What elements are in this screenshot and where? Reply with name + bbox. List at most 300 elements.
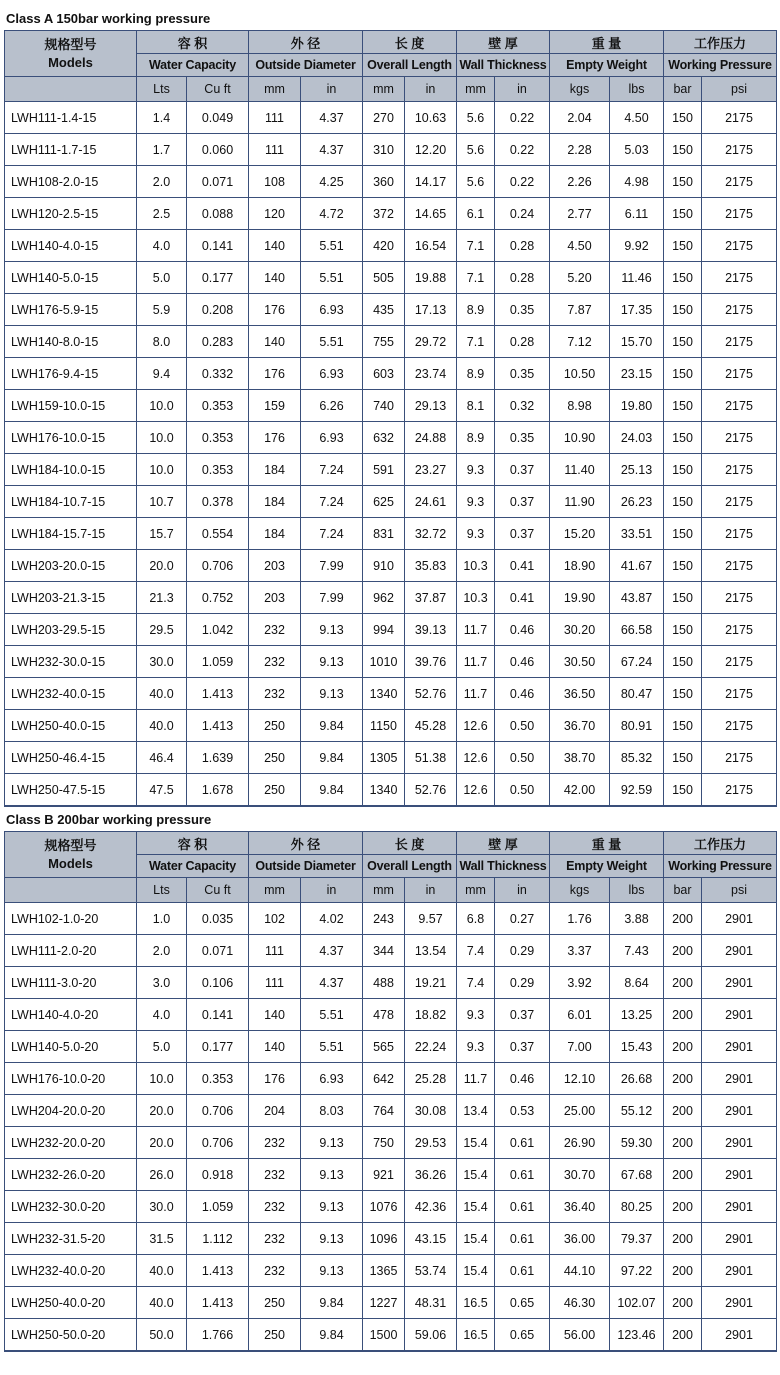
header-unit: kgs xyxy=(550,77,610,102)
wall-mm-cell: 8.9 xyxy=(457,294,495,326)
table-row xyxy=(5,294,777,326)
wall-in-cell: 0.37 xyxy=(495,518,550,550)
model-cell: LWH184-10.0-15 xyxy=(5,454,137,486)
weight-lbs-cell: 3.88 xyxy=(610,903,664,935)
weight-kgs-cell: 18.90 xyxy=(550,550,610,582)
model-cell: LWH250-46.4-15 xyxy=(5,742,137,774)
header-water-capacity-cn: 容 积 xyxy=(137,832,249,855)
lts-cell: 47.5 xyxy=(137,774,187,807)
wall-in-cell: 0.29 xyxy=(495,967,550,999)
model-cell: LWH232-30.0-15 xyxy=(5,646,137,678)
pressure-psi-cell: 2901 xyxy=(702,999,777,1031)
wall-in-cell: 0.35 xyxy=(495,422,550,454)
len-in-cell: 22.24 xyxy=(405,1031,457,1063)
table-row xyxy=(5,1287,777,1319)
od-in-cell: 5.51 xyxy=(301,999,363,1031)
model-cell: LWH203-29.5-15 xyxy=(5,614,137,646)
table-row xyxy=(5,967,777,999)
cuft-cell: 0.071 xyxy=(187,935,249,967)
header-unit-blank xyxy=(5,77,137,102)
wall-mm-cell: 8.9 xyxy=(457,358,495,390)
len-mm-cell: 1010 xyxy=(363,646,405,678)
header-unit-blank xyxy=(5,878,137,903)
model-cell: LWH232-40.0-15 xyxy=(5,678,137,710)
len-mm-cell: 764 xyxy=(363,1095,405,1127)
wall-mm-cell: 7.4 xyxy=(457,967,495,999)
model-cell: LWH111-1.4-15 xyxy=(5,102,137,134)
table-row xyxy=(5,903,777,935)
weight-lbs-cell: 4.98 xyxy=(610,166,664,198)
lts-cell: 20.0 xyxy=(137,1095,187,1127)
len-mm-cell: 565 xyxy=(363,1031,405,1063)
weight-kgs-cell: 2.28 xyxy=(550,134,610,166)
pressure-bar-cell: 150 xyxy=(664,326,702,358)
model-cell: LWH176-9.4-15 xyxy=(5,358,137,390)
lts-cell: 40.0 xyxy=(137,678,187,710)
table-row xyxy=(5,1127,777,1159)
od-mm-cell: 111 xyxy=(249,134,301,166)
pressure-psi-cell: 2175 xyxy=(702,550,777,582)
wall-in-cell: 0.28 xyxy=(495,230,550,262)
cuft-cell: 1.059 xyxy=(187,646,249,678)
len-mm-cell: 1150 xyxy=(363,710,405,742)
weight-lbs-cell: 5.03 xyxy=(610,134,664,166)
lts-cell: 26.0 xyxy=(137,1159,187,1191)
wall-mm-cell: 11.7 xyxy=(457,646,495,678)
cuft-cell: 1.766 xyxy=(187,1319,249,1352)
table-row xyxy=(5,326,777,358)
pressure-bar-cell: 150 xyxy=(664,198,702,230)
header-unit: in xyxy=(301,878,363,903)
wall-mm-cell: 12.6 xyxy=(457,774,495,807)
header-unit: bar xyxy=(664,878,702,903)
wall-in-cell: 0.37 xyxy=(495,999,550,1031)
weight-kgs-cell: 36.00 xyxy=(550,1223,610,1255)
wall-mm-cell: 11.7 xyxy=(457,678,495,710)
len-in-cell: 42.36 xyxy=(405,1191,457,1223)
pressure-bar-cell: 200 xyxy=(664,1319,702,1352)
od-mm-cell: 140 xyxy=(249,999,301,1031)
header-unit: psi xyxy=(702,878,777,903)
od-mm-cell: 232 xyxy=(249,614,301,646)
lts-cell: 20.0 xyxy=(137,550,187,582)
header-unit: mm xyxy=(363,77,405,102)
lts-cell: 20.0 xyxy=(137,1127,187,1159)
weight-lbs-cell: 26.23 xyxy=(610,486,664,518)
len-mm-cell: 372 xyxy=(363,198,405,230)
lts-cell: 31.5 xyxy=(137,1223,187,1255)
weight-lbs-cell: 23.15 xyxy=(610,358,664,390)
len-in-cell: 59.06 xyxy=(405,1319,457,1352)
weight-lbs-cell: 59.30 xyxy=(610,1127,664,1159)
len-mm-cell: 478 xyxy=(363,999,405,1031)
header-unit: Lts xyxy=(137,878,187,903)
od-mm-cell: 140 xyxy=(249,326,301,358)
od-in-cell: 7.99 xyxy=(301,550,363,582)
len-in-cell: 29.53 xyxy=(405,1127,457,1159)
pressure-bar-cell: 150 xyxy=(664,646,702,678)
len-mm-cell: 270 xyxy=(363,102,405,134)
od-in-cell: 9.84 xyxy=(301,774,363,807)
weight-kgs-cell: 19.90 xyxy=(550,582,610,614)
len-in-cell: 48.31 xyxy=(405,1287,457,1319)
model-cell: LWH232-26.0-20 xyxy=(5,1159,137,1191)
lts-cell: 3.0 xyxy=(137,967,187,999)
class-a-body xyxy=(5,102,777,807)
lts-cell: 10.0 xyxy=(137,1063,187,1095)
lts-cell: 10.0 xyxy=(137,454,187,486)
len-in-cell: 53.74 xyxy=(405,1255,457,1287)
weight-kgs-cell: 36.70 xyxy=(550,710,610,742)
cuft-cell: 0.035 xyxy=(187,903,249,935)
cuft-cell: 0.177 xyxy=(187,262,249,294)
weight-lbs-cell: 26.68 xyxy=(610,1063,664,1095)
header-empty-weight-en: Empty Weight xyxy=(550,855,664,878)
weight-lbs-cell: 67.68 xyxy=(610,1159,664,1191)
pressure-psi-cell: 2175 xyxy=(702,422,777,454)
weight-lbs-cell: 79.37 xyxy=(610,1223,664,1255)
weight-lbs-cell: 7.43 xyxy=(610,935,664,967)
od-mm-cell: 232 xyxy=(249,678,301,710)
wall-mm-cell: 5.6 xyxy=(457,134,495,166)
wall-mm-cell: 15.4 xyxy=(457,1127,495,1159)
wall-in-cell: 0.61 xyxy=(495,1159,550,1191)
weight-lbs-cell: 15.70 xyxy=(610,326,664,358)
len-mm-cell: 994 xyxy=(363,614,405,646)
header-unit: mm xyxy=(457,77,495,102)
wall-in-cell: 0.24 xyxy=(495,198,550,230)
weight-kgs-cell: 36.50 xyxy=(550,678,610,710)
len-mm-cell: 921 xyxy=(363,1159,405,1191)
cuft-cell: 0.177 xyxy=(187,1031,249,1063)
model-cell: LWH111-1.7-15 xyxy=(5,134,137,166)
wall-mm-cell: 15.4 xyxy=(457,1159,495,1191)
weight-lbs-cell: 80.47 xyxy=(610,678,664,710)
pressure-psi-cell: 2901 xyxy=(702,1287,777,1319)
len-mm-cell: 642 xyxy=(363,1063,405,1095)
wall-in-cell: 0.61 xyxy=(495,1127,550,1159)
len-mm-cell: 243 xyxy=(363,903,405,935)
weight-kgs-cell: 8.98 xyxy=(550,390,610,422)
pressure-psi-cell: 2175 xyxy=(702,742,777,774)
weight-kgs-cell: 6.01 xyxy=(550,999,610,1031)
table-row xyxy=(5,1063,777,1095)
lts-cell: 8.0 xyxy=(137,326,187,358)
len-in-cell: 32.72 xyxy=(405,518,457,550)
weight-kgs-cell: 26.90 xyxy=(550,1127,610,1159)
len-in-cell: 39.76 xyxy=(405,646,457,678)
section-title-class-b: Class B 200bar working pressure xyxy=(6,812,212,827)
od-in-cell: 5.51 xyxy=(301,326,363,358)
od-in-cell: 6.93 xyxy=(301,422,363,454)
wall-in-cell: 0.28 xyxy=(495,326,550,358)
pressure-bar-cell: 200 xyxy=(664,1063,702,1095)
wall-mm-cell: 6.8 xyxy=(457,903,495,935)
header-outside-diameter-en: Outside Diameter xyxy=(249,54,363,77)
weight-kgs-cell: 30.50 xyxy=(550,646,610,678)
lts-cell: 40.0 xyxy=(137,710,187,742)
wall-mm-cell: 9.3 xyxy=(457,454,495,486)
header-unit: mm xyxy=(249,77,301,102)
pressure-psi-cell: 2901 xyxy=(702,1063,777,1095)
table-row xyxy=(5,1223,777,1255)
cuft-cell: 1.413 xyxy=(187,1287,249,1319)
header-empty-weight-cn: 重 量 xyxy=(550,832,664,855)
od-mm-cell: 250 xyxy=(249,742,301,774)
weight-lbs-cell: 80.25 xyxy=(610,1191,664,1223)
wall-mm-cell: 15.4 xyxy=(457,1223,495,1255)
len-in-cell: 39.13 xyxy=(405,614,457,646)
od-mm-cell: 232 xyxy=(249,1223,301,1255)
od-in-cell: 9.84 xyxy=(301,1287,363,1319)
weight-kgs-cell: 11.40 xyxy=(550,454,610,486)
od-mm-cell: 102 xyxy=(249,903,301,935)
lts-cell: 9.4 xyxy=(137,358,187,390)
model-cell: LWH108-2.0-15 xyxy=(5,166,137,198)
pressure-psi-cell: 2901 xyxy=(702,935,777,967)
cuft-cell: 0.706 xyxy=(187,1127,249,1159)
weight-kgs-cell: 25.00 xyxy=(550,1095,610,1127)
od-mm-cell: 184 xyxy=(249,518,301,550)
header-empty-weight-cn: 重 量 xyxy=(550,31,664,54)
model-cell: LWH232-31.5-20 xyxy=(5,1223,137,1255)
len-in-cell: 45.28 xyxy=(405,710,457,742)
wall-in-cell: 0.61 xyxy=(495,1223,550,1255)
len-in-cell: 19.21 xyxy=(405,967,457,999)
table-row xyxy=(5,486,777,518)
weight-kgs-cell: 5.20 xyxy=(550,262,610,294)
lts-cell: 4.0 xyxy=(137,999,187,1031)
od-in-cell: 4.37 xyxy=(301,102,363,134)
len-mm-cell: 1340 xyxy=(363,774,405,807)
lts-cell: 5.0 xyxy=(137,262,187,294)
pressure-bar-cell: 150 xyxy=(664,710,702,742)
pressure-psi-cell: 2901 xyxy=(702,1191,777,1223)
cuft-cell: 1.413 xyxy=(187,710,249,742)
wall-in-cell: 0.22 xyxy=(495,134,550,166)
lts-cell: 40.0 xyxy=(137,1255,187,1287)
pressure-psi-cell: 2175 xyxy=(702,774,777,807)
od-in-cell: 4.02 xyxy=(301,903,363,935)
cuft-cell: 0.752 xyxy=(187,582,249,614)
od-in-cell: 5.51 xyxy=(301,230,363,262)
wall-mm-cell: 9.3 xyxy=(457,518,495,550)
cuft-cell: 1.059 xyxy=(187,1191,249,1223)
od-in-cell: 4.37 xyxy=(301,935,363,967)
pressure-bar-cell: 150 xyxy=(664,454,702,486)
model-cell: LWH102-1.0-20 xyxy=(5,903,137,935)
table-row xyxy=(5,999,777,1031)
header-unit: bar xyxy=(664,77,702,102)
header-working-pressure-en: Working Pressure xyxy=(664,54,777,77)
weight-kgs-cell: 7.87 xyxy=(550,294,610,326)
od-mm-cell: 250 xyxy=(249,774,301,807)
od-in-cell: 4.72 xyxy=(301,198,363,230)
od-in-cell: 4.37 xyxy=(301,967,363,999)
model-cell: LWH140-5.0-15 xyxy=(5,262,137,294)
od-mm-cell: 176 xyxy=(249,358,301,390)
od-mm-cell: 140 xyxy=(249,262,301,294)
cuft-cell: 1.413 xyxy=(187,1255,249,1287)
lts-cell: 30.0 xyxy=(137,646,187,678)
header-wall-thickness-en: Wall Thickness xyxy=(457,855,550,878)
weight-lbs-cell: 19.80 xyxy=(610,390,664,422)
header-outside-diameter-cn: 外 径 xyxy=(249,832,363,855)
table-row xyxy=(5,742,777,774)
od-in-cell: 4.37 xyxy=(301,134,363,166)
lts-cell: 50.0 xyxy=(137,1319,187,1352)
header-water-capacity-cn: 容 积 xyxy=(137,31,249,54)
pressure-bar-cell: 150 xyxy=(664,102,702,134)
len-mm-cell: 1500 xyxy=(363,1319,405,1352)
wall-mm-cell: 11.7 xyxy=(457,1063,495,1095)
pressure-bar-cell: 150 xyxy=(664,422,702,454)
od-mm-cell: 204 xyxy=(249,1095,301,1127)
weight-lbs-cell: 9.92 xyxy=(610,230,664,262)
od-in-cell: 6.93 xyxy=(301,1063,363,1095)
lts-cell: 10.0 xyxy=(137,390,187,422)
pressure-psi-cell: 2175 xyxy=(702,294,777,326)
len-in-cell: 52.76 xyxy=(405,774,457,807)
od-mm-cell: 232 xyxy=(249,1255,301,1287)
pressure-bar-cell: 150 xyxy=(664,390,702,422)
cuft-cell: 0.141 xyxy=(187,999,249,1031)
header-overall-length-en: Overall Length xyxy=(363,54,457,77)
class-a-table xyxy=(4,30,777,807)
wall-in-cell: 0.50 xyxy=(495,742,550,774)
wall-in-cell: 0.29 xyxy=(495,935,550,967)
len-mm-cell: 435 xyxy=(363,294,405,326)
pressure-bar-cell: 200 xyxy=(664,903,702,935)
od-in-cell: 9.84 xyxy=(301,1319,363,1352)
table-row xyxy=(5,646,777,678)
weight-kgs-cell: 44.10 xyxy=(550,1255,610,1287)
cuft-cell: 0.106 xyxy=(187,967,249,999)
table-row xyxy=(5,678,777,710)
pressure-psi-cell: 2175 xyxy=(702,518,777,550)
header-unit: in xyxy=(495,878,550,903)
cuft-cell: 0.353 xyxy=(187,422,249,454)
weight-kgs-cell: 36.40 xyxy=(550,1191,610,1223)
pressure-bar-cell: 150 xyxy=(664,550,702,582)
len-mm-cell: 505 xyxy=(363,262,405,294)
od-mm-cell: 232 xyxy=(249,1159,301,1191)
wall-mm-cell: 10.3 xyxy=(457,550,495,582)
model-cell: LWH120-2.5-15 xyxy=(5,198,137,230)
od-in-cell: 9.13 xyxy=(301,678,363,710)
pressure-bar-cell: 200 xyxy=(664,1127,702,1159)
wall-in-cell: 0.65 xyxy=(495,1319,550,1352)
len-in-cell: 12.20 xyxy=(405,134,457,166)
wall-in-cell: 0.35 xyxy=(495,294,550,326)
pressure-bar-cell: 150 xyxy=(664,166,702,198)
len-mm-cell: 1076 xyxy=(363,1191,405,1223)
weight-kgs-cell: 10.90 xyxy=(550,422,610,454)
weight-lbs-cell: 67.24 xyxy=(610,646,664,678)
header-working-pressure-en: Working Pressure xyxy=(664,855,777,878)
table-row xyxy=(5,198,777,230)
wall-mm-cell: 8.1 xyxy=(457,390,495,422)
pressure-bar-cell: 200 xyxy=(664,1255,702,1287)
len-in-cell: 36.26 xyxy=(405,1159,457,1191)
weight-kgs-cell: 15.20 xyxy=(550,518,610,550)
weight-lbs-cell: 92.59 xyxy=(610,774,664,807)
lts-cell: 29.5 xyxy=(137,614,187,646)
header-overall-length-cn: 长 度 xyxy=(363,832,457,855)
weight-lbs-cell: 66.58 xyxy=(610,614,664,646)
wall-mm-cell: 7.1 xyxy=(457,262,495,294)
header-unit: Cu ft xyxy=(187,77,249,102)
wall-mm-cell: 12.6 xyxy=(457,742,495,774)
cuft-cell: 0.378 xyxy=(187,486,249,518)
cuft-cell: 0.353 xyxy=(187,390,249,422)
header-unit: in xyxy=(495,77,550,102)
wall-in-cell: 0.53 xyxy=(495,1095,550,1127)
table-row xyxy=(5,550,777,582)
model-cell: LWH176-5.9-15 xyxy=(5,294,137,326)
len-in-cell: 13.54 xyxy=(405,935,457,967)
weight-kgs-cell: 1.76 xyxy=(550,903,610,935)
len-in-cell: 51.38 xyxy=(405,742,457,774)
od-mm-cell: 232 xyxy=(249,1191,301,1223)
wall-mm-cell: 15.4 xyxy=(457,1191,495,1223)
len-mm-cell: 625 xyxy=(363,486,405,518)
lts-cell: 30.0 xyxy=(137,1191,187,1223)
len-mm-cell: 344 xyxy=(363,935,405,967)
weight-lbs-cell: 33.51 xyxy=(610,518,664,550)
pressure-psi-cell: 2901 xyxy=(702,1319,777,1352)
lts-cell: 4.0 xyxy=(137,230,187,262)
table-row xyxy=(5,710,777,742)
lts-cell: 40.0 xyxy=(137,1287,187,1319)
cuft-cell: 0.332 xyxy=(187,358,249,390)
wall-in-cell: 0.46 xyxy=(495,1063,550,1095)
len-mm-cell: 755 xyxy=(363,326,405,358)
cuft-cell: 1.413 xyxy=(187,678,249,710)
od-mm-cell: 250 xyxy=(249,1319,301,1352)
weight-lbs-cell: 55.12 xyxy=(610,1095,664,1127)
lts-cell: 10.0 xyxy=(137,422,187,454)
pressure-psi-cell: 2175 xyxy=(702,646,777,678)
od-in-cell: 9.13 xyxy=(301,614,363,646)
pressure-bar-cell: 150 xyxy=(664,358,702,390)
pressure-bar-cell: 200 xyxy=(664,1191,702,1223)
header-unit: mm xyxy=(457,878,495,903)
wall-in-cell: 0.41 xyxy=(495,582,550,614)
len-in-cell: 24.61 xyxy=(405,486,457,518)
wall-mm-cell: 7.4 xyxy=(457,935,495,967)
od-mm-cell: 203 xyxy=(249,582,301,614)
model-cell: LWH203-21.3-15 xyxy=(5,582,137,614)
weight-lbs-cell: 85.32 xyxy=(610,742,664,774)
lts-cell: 2.0 xyxy=(137,166,187,198)
model-cell: LWH250-47.5-15 xyxy=(5,774,137,807)
wall-in-cell: 0.37 xyxy=(495,1031,550,1063)
len-mm-cell: 1365 xyxy=(363,1255,405,1287)
pressure-bar-cell: 200 xyxy=(664,1287,702,1319)
wall-in-cell: 0.50 xyxy=(495,710,550,742)
header-unit: kgs xyxy=(550,878,610,903)
wall-in-cell: 0.46 xyxy=(495,614,550,646)
table-row xyxy=(5,1191,777,1223)
weight-kgs-cell: 2.26 xyxy=(550,166,610,198)
header-water-capacity-en: Water Capacity xyxy=(137,54,249,77)
pressure-psi-cell: 2175 xyxy=(702,454,777,486)
model-cell: LWH184-15.7-15 xyxy=(5,518,137,550)
weight-kgs-cell: 42.00 xyxy=(550,774,610,807)
model-cell: LWH250-40.0-20 xyxy=(5,1287,137,1319)
od-in-cell: 7.24 xyxy=(301,454,363,486)
